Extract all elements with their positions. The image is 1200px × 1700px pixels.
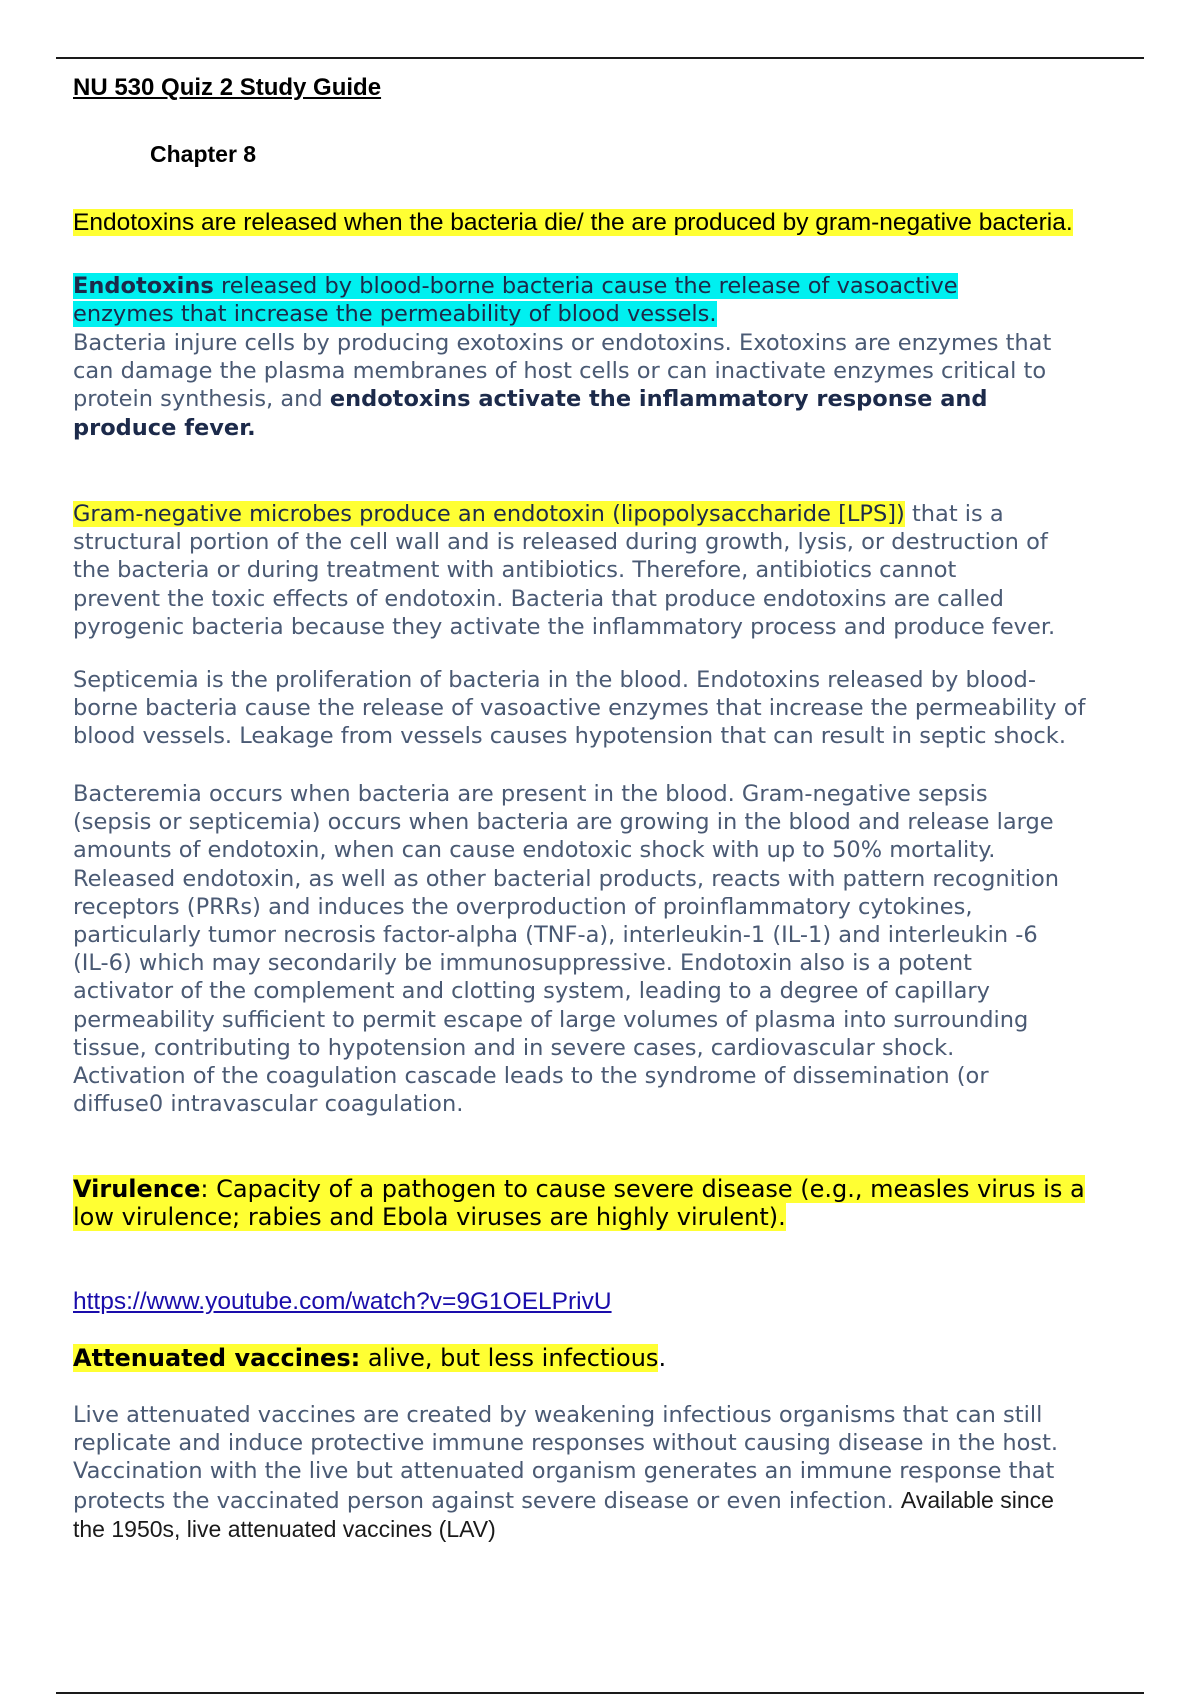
text-line: activator of the complement and clotting system, leading to a degree of capillary [73, 978, 990, 1005]
text-line: Released endotoxin, as well as other bacterial products, reacts with pattern recognition [73, 865, 1060, 892]
text-line: Bacteremia occurs when bacteria are present in the blood. Gram-negative sepsis [73, 781, 988, 807]
paragraph-attenuated-vaccines [73, 1344, 666, 1372]
text-line: diffuse0 intravascular coagulation. [73, 1091, 464, 1118]
text-line: permeability sufficient to permit escape of large volumes of plasma into surrounding [73, 1006, 1029, 1033]
bold-term: Endotoxins [73, 273, 214, 299]
text-run: that is a [904, 501, 1004, 527]
paragraph-bacteria-injure [73, 329, 1051, 442]
text-line: replicate and induce protective immune responses without causing disease in the host. [73, 1430, 1059, 1457]
text-line: blood vessels. Leakage from vessels causes hypotension that can result in septic shock. [73, 723, 1066, 750]
paragraph-endotoxin-release [73, 209, 1073, 237]
chapter-heading: Chapter 8 [150, 141, 257, 167]
highlighted-text-line1 [73, 1175, 1085, 1203]
text-line: (IL-6) which may secondarily be immunosuppressive. Endotoxin also is a potent [73, 950, 972, 977]
text-line: particularly tumor necrosis factor-alpha (TNF-a), interleukin-1 (IL-1) and interleukin -6 [73, 922, 1038, 949]
link-paragraph [73, 1288, 612, 1316]
text-line: can damage the plasma membranes of host cells or can inactivate enzymes critical to [73, 358, 1047, 385]
paragraph-endotoxin-vasoactive [73, 272, 958, 328]
paragraph-live-attenuated [73, 1401, 1058, 1544]
text-line: the bacteria or during treatment with antibiotics. Therefore, antibiotics cannot [73, 557, 957, 584]
text-line: structural portion of the cell wall and is released during growth, lysis, or destruction of [73, 529, 1048, 556]
document-title: NU 530 Quiz 2 Study Guide [73, 74, 382, 101]
bottom-rule [56, 1692, 1144, 1694]
text-line: (sepsis or septicemia) occurs when bacteria are growing in the blood and release large [73, 809, 1054, 836]
text-run: : Capacity of a pathogen to cause severe disease (e.g., measles virus is a [200, 1175, 1085, 1203]
text-run: Available since [900, 1486, 1054, 1513]
paragraph-virulence [73, 1175, 1085, 1231]
text-line: amounts of endotoxin, when can cause endotoxic shock with up to 50% mortality. [73, 837, 996, 864]
highlighted-text [73, 1344, 658, 1372]
text-line: tissue, contributing to hypotension and in severe cases, cardiovascular shock. [73, 1034, 955, 1061]
text-line: Activation of the coagulation cascade leads to the syndrome of dissemination (or [73, 1063, 989, 1090]
text-line: prevent the toxic effects of endotoxin. Bacteria that produce endotoxins are called [73, 585, 1004, 612]
paragraph-gram-negative [73, 500, 1055, 641]
highlighted-text-line2: enzymes that increase the permeability of blood vessels. [73, 301, 717, 328]
paragraph-septicemia [73, 666, 1085, 751]
text-line: receptors (PRRs) and induces the overproduction of proinflammatory cytokines, [73, 893, 973, 920]
text-line: borne bacteria cause the release of vasoactive enzymes that increase the permeability of [73, 695, 1086, 722]
top-rule [56, 57, 1144, 59]
text-run: released by blood-borne bacteria cause the release of vasoactive [213, 273, 958, 299]
text-line: pyrogenic bacteria because they activate the inflammatory process and produce fever. [73, 613, 1056, 640]
paragraph-bacteremia [73, 780, 1059, 1118]
text-run: alive, but less infectious [360, 1344, 659, 1372]
text-line: Vaccination with the live but attenuated organism generates an immune response that [73, 1458, 1055, 1485]
text-run: . [658, 1344, 667, 1372]
bold-term: Virulence [73, 1175, 201, 1203]
bold-text: produce fever. [73, 414, 256, 441]
text-line: protects the vaccinated person against severe disease or even infection. [73, 1487, 901, 1514]
bold-term: Attenuated vaccines: [73, 1344, 361, 1372]
highlighted-text-line2: low virulence; rabies and Ebola viruses are highly virulent). [73, 1203, 786, 1232]
text-line: Bacteria injure cells by producing exotoxins or endotoxins. Exotoxins are enzymes that [73, 330, 1052, 356]
highlighted-text: Endotoxins are released when the bacteria die/ the are produced by gram-negative bacteria. [73, 209, 1073, 236]
text-line: Septicemia is the proliferation of bacteria in the blood. Endotoxins released by blood- [73, 667, 1036, 693]
text-line: protein synthesis, and [73, 386, 330, 413]
bold-text: endotoxins activate the inflammatory response and [329, 386, 988, 413]
highlighted-text: Gram-negative microbes produce an endotoxin (lipopolysaccharide [LPS]) [73, 501, 905, 527]
text-line: Live attenuated vaccines are created by weakening infectious organisms that can still [73, 1402, 1043, 1428]
youtube-link[interactable]: https://www.youtube.com/watch?v=9G1OELPrivU [73, 1288, 612, 1315]
text-line: the 1950s, live attenuated vaccines (LAV) [73, 1515, 496, 1542]
highlighted-text-line1 [73, 273, 958, 299]
